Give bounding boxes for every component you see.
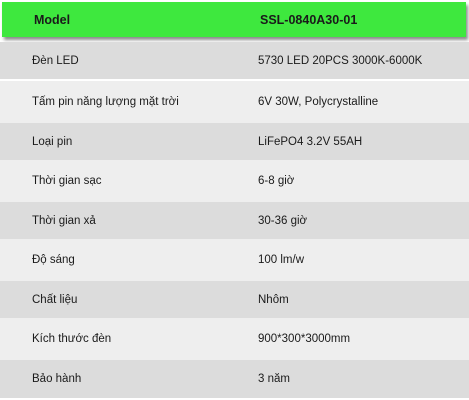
row-label: Loại pin [32,135,73,148]
table-row [0,160,469,202]
row-value: 100 lm/w [258,254,305,266]
header-value: SSL-0840A30-01 [260,12,358,27]
table-row [0,123,469,160]
table-header-row [2,2,466,37]
row-label: Thời gian xả [32,214,96,227]
row-value: 6-8 giờ [258,175,295,187]
table-row [0,202,469,239]
row-value: Nhôm [258,293,289,306]
row-label: Kích thước đèn [32,333,112,345]
table-row [0,239,469,281]
table-row [0,281,469,318]
table-row [0,81,469,123]
row-value: LiFePO4 3.2V 55AH [258,135,363,148]
row-value: 3 năm [258,373,290,385]
row-value: 6V 30W, Polycrystalline [258,96,379,108]
row-value: 30-36 giờ [258,214,308,227]
row-value: 5730 LED 20PCS 3000K-6000K [258,54,423,67]
row-label: Độ sáng [32,254,75,266]
row-value: 900*300*3000mm [258,333,351,345]
row-label: Thời gian sạc [32,175,102,187]
table-row [0,360,469,398]
header-label: Model [34,12,71,27]
row-label: Đèn LED [32,54,79,67]
row-label: Tấm pin năng lượng mặt trời [32,96,179,108]
table-row [0,318,469,360]
table-row [0,42,469,79]
row-label: Bảo hành [32,373,82,385]
row-label: Chất liệu [32,293,78,306]
